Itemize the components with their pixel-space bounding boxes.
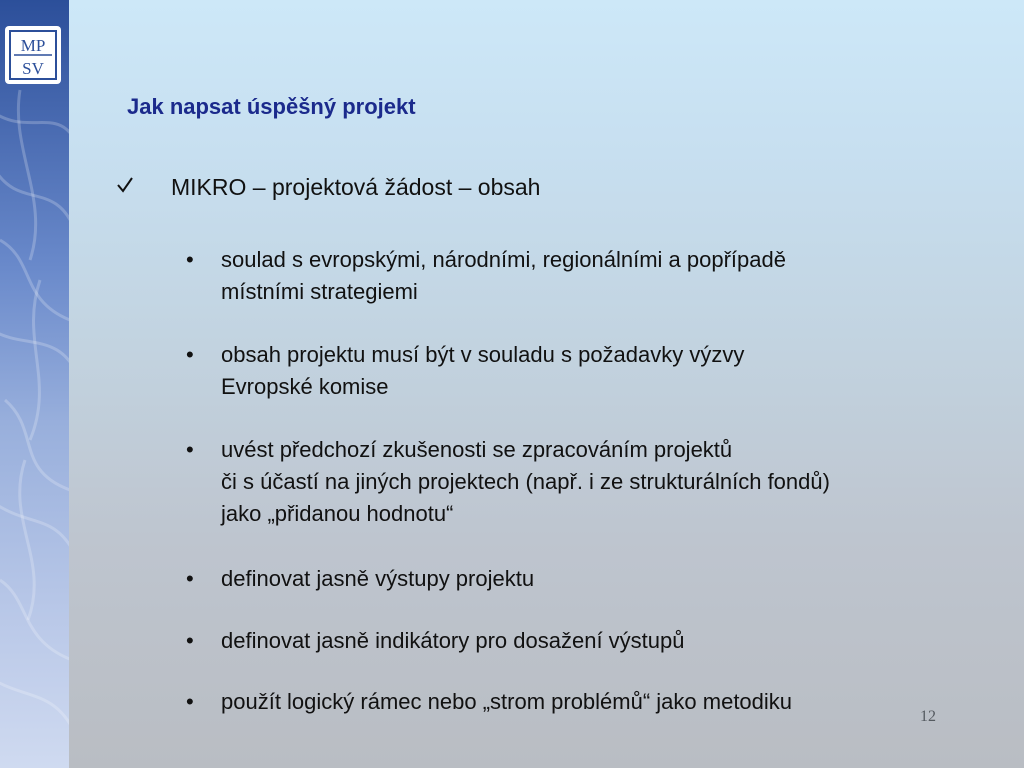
checkmark-icon [115, 175, 135, 195]
bullet-text [221, 244, 1016, 308]
bullet-line: místními strategiemi [221, 279, 418, 304]
checklist-item [115, 174, 540, 201]
bullet-marker: • [186, 437, 194, 462]
bullet-line: Evropské komise [221, 374, 389, 399]
bullet-line: uvést předchozí zkušenosti se zpracováním projektů [221, 437, 733, 462]
bullet-marker: • [186, 247, 194, 272]
bullet-marker: • [186, 342, 194, 367]
bullet-marker: • [186, 566, 194, 591]
bullet-line: obsah projektu musí být v souladu s požadavky výzvy [221, 342, 745, 367]
bullet-text [221, 339, 1016, 403]
bullet-item [186, 686, 1016, 718]
logo-text-top: MP [20, 36, 46, 55]
mpsv-logo [5, 26, 61, 84]
bullet-line: soulad s evropskými, národními, regionálními a popřípadě [221, 247, 786, 272]
page-number: 12 [920, 708, 936, 725]
bullet-line: použít logický rámec nebo „strom problémů“ jako metodiku [221, 689, 793, 714]
bullet-marker: • [186, 628, 194, 653]
bullet-line: či s účastí na jiných projektech (např. i ze strukturálních fondů) [221, 469, 830, 494]
bullet-item [186, 434, 1016, 530]
bullet-item [186, 563, 1016, 595]
mpsv-logo-icon [8, 29, 58, 81]
bullet-item [186, 625, 1016, 657]
bullet-text [221, 563, 1016, 595]
bullet-line: jako „přidanou hodnotu“ [221, 501, 454, 526]
swirl-pattern-icon [0, 0, 69, 768]
bullet-line: definovat jasně výstupy projektu [221, 566, 535, 591]
bullet-item [186, 339, 1016, 403]
bullet-text [221, 625, 1016, 657]
slide-title: Jak napsat úspěšný projekt [127, 94, 416, 119]
bullet-line: definovat jasně indikátory pro dosažení výstupů [221, 628, 685, 653]
checklist-item-label: MIKRO – projektová žádost – obsah [171, 174, 541, 200]
bullet-marker: • [186, 689, 194, 714]
bullet-text [221, 686, 1016, 718]
left-decorative-strip [0, 0, 69, 768]
bullet-text [221, 434, 1016, 530]
bullet-item [186, 244, 1016, 308]
logo-text-bottom: SV [22, 59, 44, 78]
